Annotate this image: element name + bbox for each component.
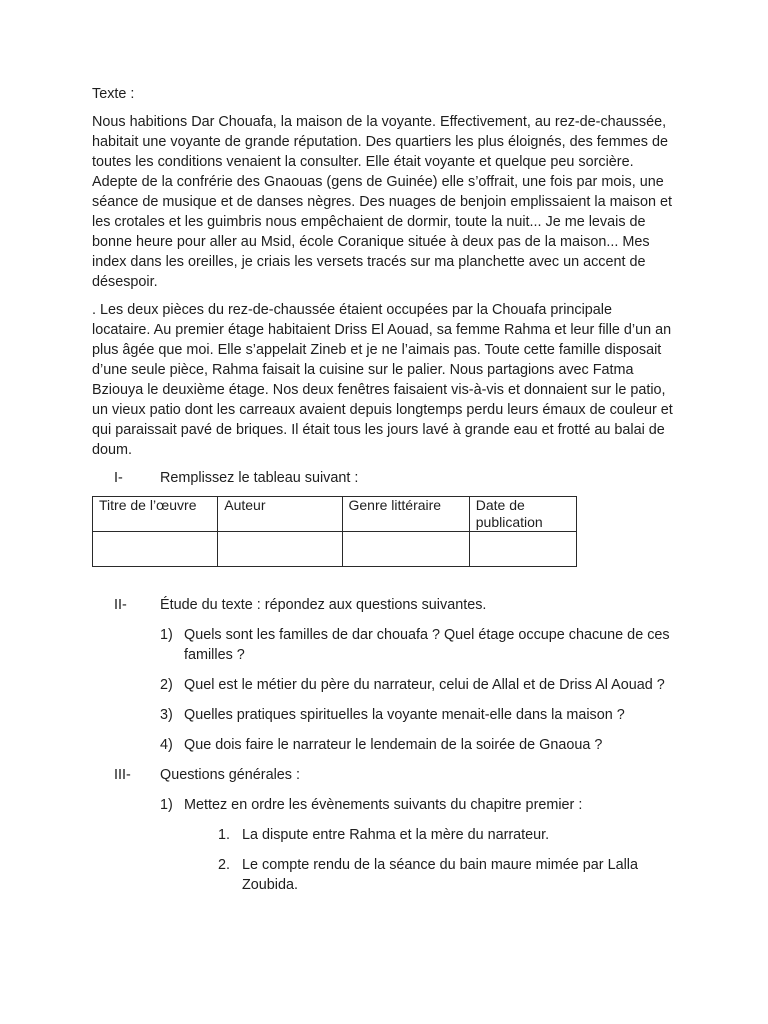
list-item bbox=[92, 855, 674, 895]
table-header-row bbox=[93, 497, 577, 532]
question-text: Quels sont les familles de dar chouafa ? Quel étage occupe chacune de ces familles ? bbox=[184, 627, 670, 663]
section-3-number: III- bbox=[114, 767, 131, 783]
sub-item-number: 2. bbox=[218, 857, 231, 873]
question-text: Que dois faire le narrateur le lendemain de la soirée de Gnaoua ? bbox=[184, 737, 603, 753]
header-date: Date de publication bbox=[469, 497, 576, 532]
section-3-heading bbox=[92, 765, 674, 785]
section-3-title: Questions générales : bbox=[160, 767, 300, 783]
text-heading: Texte : bbox=[92, 86, 135, 102]
list-item bbox=[92, 705, 674, 725]
sub-item-text: Le compte rendu de la séance du bain maure mimée par Lalla Zoubida. bbox=[242, 857, 638, 893]
sub-item-text: La dispute entre Rahma et la mère du narrateur. bbox=[242, 827, 550, 843]
section-2-heading bbox=[92, 595, 674, 615]
question-number: 4) bbox=[160, 737, 173, 753]
question-text: Mettez en ordre les évènements suivants du chapitre premier : bbox=[184, 797, 583, 813]
question-text: Quel est le métier du père du narrateur, celui de Allal et de Driss Al Aouad ? bbox=[184, 677, 665, 693]
cell-date[interactable] bbox=[469, 532, 576, 567]
text-paragraph-1: Nous habitions Dar Chouafa, la maison de la voyante. Effectivement, au rez-de-chaussée, habitait une voyante de grande réputation. Des quartiers les plus éloignés, des femmes de toutes les conditions venaient la consulter. Elle était voyante et quelque peu sorcière. Adepte de la confrérie des Gnaouas (gens de Guinée) elle s’offrait, une fois par mois, une séance de musique et de danses nègres. Des nuages de benjoin emplissaient la maison et les crotales et les guimbris nous empêchaient de dormir, toute la nuit... Je me levais de bonne heure pour aller au Msid, école Coranique située à deux pas de la maison... Mes index dans les oreilles, je criais les versets tracés sur ma planchette avec un accent de désespoir. bbox=[92, 114, 672, 290]
list-item bbox=[92, 735, 674, 755]
question-number: 3) bbox=[160, 707, 173, 723]
table-row bbox=[93, 532, 577, 567]
section-3-questions bbox=[92, 795, 674, 895]
section-1-number: I- bbox=[114, 470, 123, 486]
section-2-number: II- bbox=[114, 597, 127, 613]
question-text: Quelles pratiques spirituelles la voyante menait-elle dans la maison ? bbox=[184, 707, 625, 723]
list-item bbox=[92, 825, 674, 845]
question-number: 1) bbox=[160, 797, 173, 813]
cell-genre[interactable] bbox=[342, 532, 469, 567]
text-paragraph-2: . Les deux pièces du rez-de-chaussée étaient occupées par la Chouafa principale locataire. Au premier étage habitaient Driss El Aouad, sa femme Rahma et leur fille d’un an plus âgée que moi. Elle s’appelait Zineb et je ne l’aimais pas. Toute cette famille disposait d’une seule pièce, Rahma faisait la cuisine sur le palier. Nous partagions avec Fatma Bziouya le deuxième étage. Nos deux fenêtres faisaient vis-à-vis et donnaient sur le patio, un vieux patio dont les carreaux avaient depuis longtemps perdu leurs émaux de couleur et qui paraissait pavé de briques. Il était tous les jours lavé à grande eau et frotté au balai de doum. bbox=[92, 302, 673, 458]
list-item bbox=[92, 795, 674, 815]
list-item bbox=[92, 675, 674, 695]
document-page bbox=[92, 84, 674, 905]
info-table bbox=[92, 496, 577, 567]
header-author: Auteur bbox=[218, 497, 342, 532]
section-2-questions bbox=[92, 625, 674, 755]
question-number: 1) bbox=[160, 627, 173, 643]
header-genre: Genre littéraire bbox=[342, 497, 469, 532]
sub-item-number: 1. bbox=[218, 827, 231, 843]
question-number: 2) bbox=[160, 677, 173, 693]
cell-title[interactable] bbox=[93, 532, 218, 567]
section-1-heading bbox=[92, 468, 674, 488]
cell-author[interactable] bbox=[218, 532, 342, 567]
header-title: Titre de l’œuvre bbox=[93, 497, 218, 532]
section-2-title: Étude du texte : répondez aux questions suivantes. bbox=[160, 597, 487, 613]
section-1-title: Remplissez le tableau suivant : bbox=[160, 470, 359, 486]
list-item bbox=[92, 625, 674, 665]
